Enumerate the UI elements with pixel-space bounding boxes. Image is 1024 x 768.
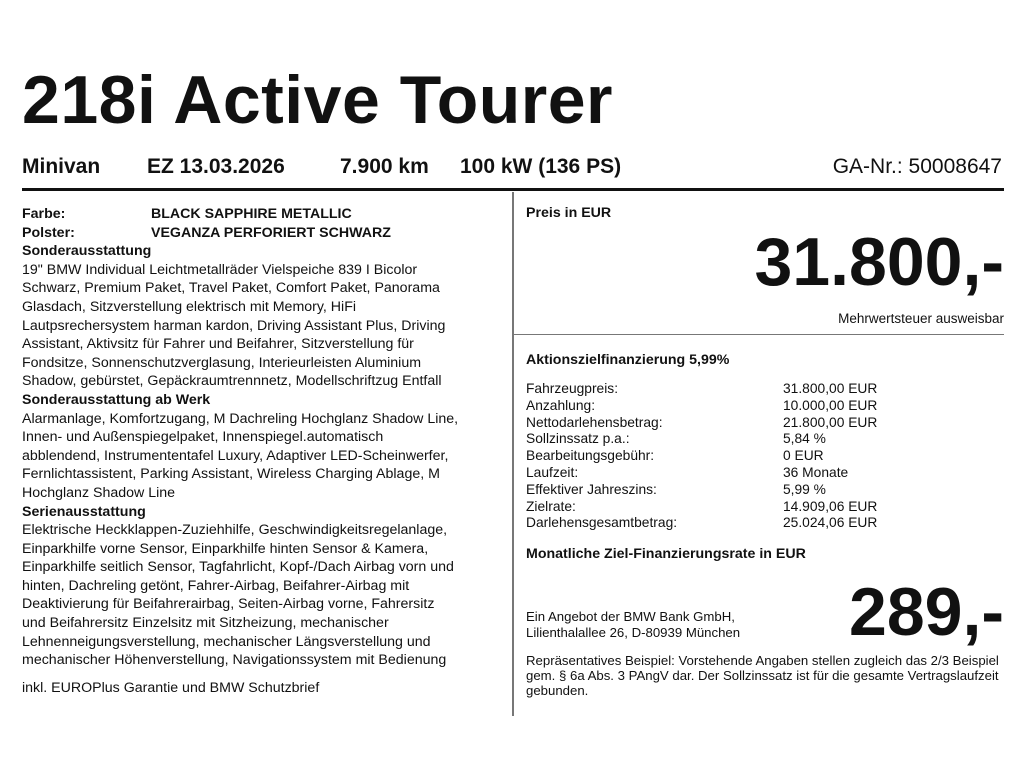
financing-value: 5,84 % (783, 431, 826, 447)
financing-row (526, 415, 996, 432)
financing-label: Darlehensgesamtbetrag: (526, 515, 678, 531)
monthly-rate-value: 289,- (849, 574, 1004, 650)
first-registration: EZ 13.03.2026 (147, 155, 285, 178)
financing-value: 5,99 % (783, 481, 826, 497)
financing-label: Sollzinssatz p.a.: (526, 431, 630, 447)
financing-value: 25.024,06 EUR (783, 515, 878, 531)
financing-row (526, 465, 996, 482)
ga-number: GA-Nr.: 50008647 (832, 155, 1002, 178)
financing-value: 31.800,00 EUR (783, 381, 878, 396)
financing-row (526, 381, 996, 398)
upholstery-label: Polster: (22, 224, 75, 241)
factory-equipment-heading: Sonderausstattung ab Werk (22, 391, 211, 408)
standard-equipment-text: Elektrische Heckklappen-Zuziehhilfe, Geschwindigkeitsregelanlage, Einparkhilfe vorne Sensor, Einparkhilfe hinten Sensor & Kamera, Einparkhilfe seitlich Sensor, Tagfahrlicht, Kopf-/Dach Airbag vorn und hinten, Dachreling getönt, Fahrer-Airbag, Beifahrer-Airbag mit Deaktivierung für Beifahrerairbag, Seiten-Airbag vorne, Fahrersitz und Beifahrersitz Einzelsitz mit Sitzheizung, mechanischer Lehnenneigungsverstellung, mechanischer Längsverstellung und mechanischer Höhenverstellung, Navigationssystem mit Bedienung (22, 522, 454, 669)
column-divider (512, 192, 514, 716)
factory-equipment-text: Alarmanlage, Komfortzugang, M Dachreling Hochglanz Shadow Line, Innen- und Außenspiegelpaket, Innenspiegel.automatisch abblendend, Instrumententafel Luxury, Adaptiver LED-Scheinwerfer, Fernlichtassistent, Parking Assistant, Wireless Charging Ablage, M Hochglanz Shadow Line (22, 410, 459, 501)
price-value: 31.800,- (754, 224, 1004, 300)
financing-table (526, 381, 996, 532)
color-row (22, 205, 502, 224)
body-type: Minivan (22, 155, 101, 178)
special-equipment-heading: Sonderausstattung (22, 243, 152, 260)
warranty-note: inkl. EUROPlus Garantie und BMW Schutzbrief (22, 679, 320, 696)
price-divider (514, 334, 1004, 335)
financing-row (526, 499, 996, 516)
vehicle-title: 218i Active Tourer (22, 62, 614, 138)
representative-example: Repräsentatives Beispiel: Vorstehende Angaben stellen zugleich das 2/3 Beispiel gem. § 6a Abs. 3 PAngV dar. Der Sollzinssatz ist für die gesamte Vertragslaufzeit gebunden. (526, 653, 999, 698)
financing-label: Fahrzeugpreis: (526, 381, 619, 396)
vehicle-summary-line (22, 155, 1004, 183)
financing-label: Zielrate: (526, 498, 576, 514)
engine-power: 100 kW (136 PS) (460, 155, 622, 178)
financing-row (526, 482, 996, 499)
color-value: BLACK SAPPHIRE METALLIC (151, 206, 352, 222)
vat-note: Mehrwertsteuer ausweisbar (838, 311, 1004, 326)
financing-label: Nettodarlehensbetrag: (526, 414, 663, 430)
financing-row (526, 398, 996, 415)
standard-equipment-heading: Serienausstattung (22, 503, 146, 520)
bank-offer-note: Ein Angebot der BMW Bank GmbH, Lilienthalallee 26, D-80939 München (526, 609, 741, 640)
financing-value: 0 EUR (783, 448, 824, 464)
financing-row (526, 431, 996, 448)
color-label: Farbe: (22, 206, 66, 222)
financing-value: 10.000,00 EUR (783, 397, 878, 413)
upholstery-row (22, 224, 502, 243)
mileage: 7.900 km (340, 155, 429, 178)
financing-title: Aktionszielfinanzierung 5,99% (526, 352, 730, 368)
monthly-rate-title: Monatliche Ziel-Finanzierungsrate in EUR (526, 546, 806, 562)
financing-value: 36 Monate (783, 464, 849, 480)
header-divider (22, 188, 1004, 191)
special-equipment-text: 19" BMW Individual Leichtmetallräder Vielspeiche 839 I Bicolor Schwarz, Premium Paket, Travel Paket, Comfort Paket, Panorama Glasdach, Sitzverstellung elektrisch mit Memory, HiFi Lautpsrechersystem harman kardon, Driving Assistant Plus, Driving Assistant, Aktivsitz für Fahrer und Beifahrer, Sitzverstellung für Fondsitze, Sonnenschutzverglasung, Interieurleisten Aluminium Shadow, gebürstet, Gepäckraumtrennnetz, Modellschriftzug Entfall (22, 261, 446, 390)
equipment-column (22, 205, 502, 697)
financing-value: 14.909,06 EUR (783, 498, 878, 514)
financing-label: Laufzeit: (526, 464, 579, 480)
financing-label: Effektiver Jahreszins: (526, 481, 657, 497)
upholstery-value: VEGANZA PERFORIERT SCHWARZ (151, 224, 391, 241)
financing-label: Bearbeitungsgebühr: (526, 448, 655, 464)
financing-label: Anzahlung: (526, 397, 596, 413)
financing-row (526, 515, 996, 532)
financing-value: 21.800,00 EUR (783, 414, 878, 430)
price-label: Preis in EUR (526, 205, 612, 221)
financing-row (526, 448, 996, 465)
